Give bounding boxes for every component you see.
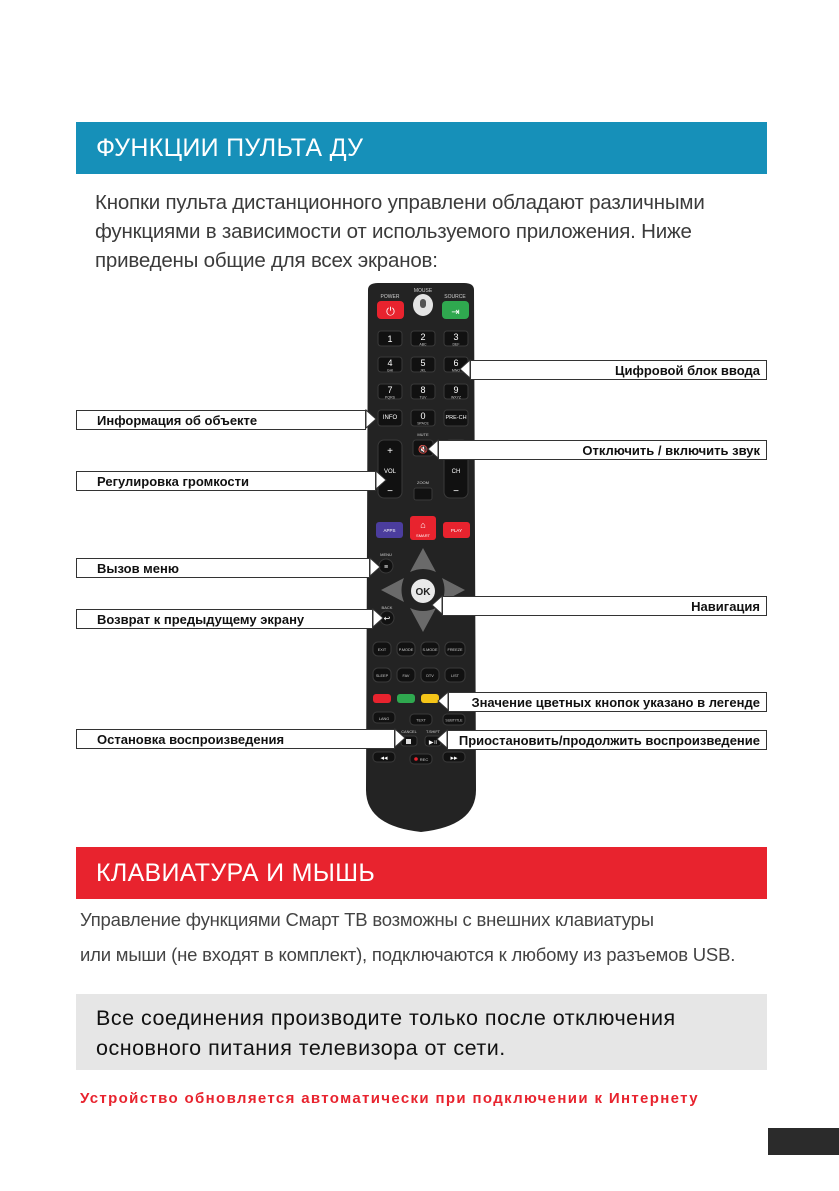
play-label: PLAY: [450, 528, 463, 533]
callout-text: Приостановить/продолжить воспроизведение: [458, 732, 760, 748]
menu-label: MENU: [380, 552, 392, 557]
digit-sub: MNO: [451, 368, 461, 373]
func-label: FAV: [402, 674, 410, 678]
digit-sub: ABC: [419, 342, 427, 347]
callout-menu: [76, 558, 370, 578]
func-label: EXIT: [377, 648, 387, 652]
info-label: INFO: [382, 415, 398, 421]
digit-label: 4: [387, 358, 393, 368]
mouse-icon: [420, 299, 426, 308]
sub-label: TEXT: [416, 718, 426, 723]
ch-down-icon: −: [453, 486, 459, 497]
vol-up-icon: +: [387, 446, 393, 457]
callout-text: Цифровой блок ввода: [614, 362, 760, 378]
rec-icon: [414, 757, 418, 761]
digit-label: 8: [420, 385, 426, 395]
digit-label: 7: [387, 385, 393, 395]
vol-label: VOL: [383, 469, 397, 475]
digit-label: 5: [420, 358, 426, 368]
callout-text: Вызов меню: [97, 560, 179, 576]
func-label: SLEEP: [375, 674, 389, 678]
note-line: основного питания телевизора от сети.: [96, 1036, 506, 1060]
power-label: POWER: [380, 294, 400, 300]
callout-text: Возврат к предыдущему экрану: [97, 611, 305, 627]
zero-label: 0: [420, 411, 426, 421]
zero-sub: SPACE: [417, 421, 429, 426]
home-icon: ⌂: [420, 520, 426, 530]
ok-label: OK: [415, 587, 431, 598]
callout-text: Значение цветных кнопок указано в легенде: [471, 694, 760, 710]
vol-down-icon: −: [387, 486, 393, 497]
cancel-label: CANCEL: [401, 730, 417, 734]
func-label: DTV: [426, 674, 434, 678]
menu-icon: ≡: [383, 564, 389, 571]
func-label: P.MODE: [398, 648, 414, 652]
digit-label: 6: [453, 358, 459, 368]
yellow-key: [421, 694, 439, 703]
green-key: [397, 694, 415, 703]
smart-label: SMART: [416, 533, 430, 538]
digit-sub: GHI: [386, 368, 394, 373]
intro-line: Кнопки пульта дистанционного управлени обладают различными: [95, 191, 705, 214]
note-text: [96, 1003, 756, 1063]
source-label: SOURCE: [444, 294, 466, 300]
digit-label: 3: [453, 332, 459, 342]
digit-label: 2: [420, 332, 426, 342]
apps-label: APPS: [383, 528, 396, 533]
callout-back: [76, 609, 373, 629]
rec-label: REC: [419, 757, 429, 762]
page-number-tab: [768, 1128, 839, 1155]
ch-label: CH: [451, 469, 461, 475]
fast-forward-icon: ▸▸: [450, 755, 458, 762]
callout-pause-play: [447, 730, 767, 750]
callout-text: Отключить / включить звук: [582, 442, 760, 458]
intro-line: приведены общие для всех экранов:: [95, 249, 438, 272]
func-label: S.MODE: [422, 648, 438, 652]
callout-color-keys: [448, 692, 767, 712]
callout-text: Остановка воспроизведения: [97, 731, 285, 747]
rewind-icon: ◂◂: [380, 755, 388, 762]
digit-sub: DEF: [452, 342, 460, 347]
digit-label: 9: [453, 385, 459, 395]
keyboard-section-title-text: КЛАВИАТУРА И МЫШЬ: [96, 858, 376, 887]
stop-icon: [406, 739, 411, 744]
back-icon: ↩: [383, 614, 391, 623]
zoom-label: ZOOM: [417, 480, 429, 485]
func-label: LIST: [450, 674, 460, 678]
tshift-label: T.SHIFT: [426, 730, 440, 734]
digit-sub: JKL: [419, 368, 427, 373]
callout-digit-block: [470, 360, 767, 380]
callout-object-info: [76, 410, 366, 430]
digit-label: 1: [387, 334, 393, 344]
callout-stop: [76, 729, 395, 749]
remote-section-title-text: ФУНКЦИИ ПУЛЬТА ДУ: [96, 133, 364, 162]
mute-icon: 🔇: [418, 445, 428, 454]
power-icon: ⏻: [386, 306, 395, 318]
back-label: BACK: [381, 605, 393, 610]
keyboard-line: или мыши (не входят в комплект), подключаются к любому из разъемов USB.: [80, 944, 736, 965]
callout-text: Навигация: [691, 598, 760, 614]
red-key: [373, 694, 391, 703]
callout-text: Информация об объекте: [97, 412, 258, 428]
mouse-label: MOUSE: [413, 288, 433, 294]
digit-pad: [378, 331, 468, 400]
sub-label: SUBTITLE: [445, 718, 463, 723]
prech-label: PRE-CH: [445, 415, 467, 421]
func-label: FREEZE: [447, 648, 463, 652]
keyboard-line: Управление функциями Смарт ТВ возможны с внешних клавиатуры: [80, 909, 654, 930]
zoom-button: [414, 488, 432, 500]
sub-label: LANG: [378, 717, 390, 721]
callout-text: Регулировка громкости: [97, 473, 249, 489]
digit-sub: WXYZ: [450, 395, 462, 400]
digit-sub: PQRS: [385, 395, 395, 400]
note-line: Все соединения производите только после отключения: [96, 1006, 676, 1030]
source-icon: ⇥: [451, 307, 460, 318]
mute-label: MUTE: [417, 432, 429, 437]
keyboard-section-title: [76, 847, 767, 899]
intro-line: функциями в зависимости от используемого приложения. Ниже: [95, 220, 692, 243]
callout-mute: [438, 440, 767, 460]
digit-sub: TUV: [419, 395, 427, 400]
callout-navigation: [442, 596, 767, 616]
callout-volume: [76, 471, 376, 491]
update-notice: Устройство обновляется автоматически при подключении к Интернету: [80, 1090, 699, 1107]
pause-play-icon: ▶॥: [428, 740, 438, 746]
